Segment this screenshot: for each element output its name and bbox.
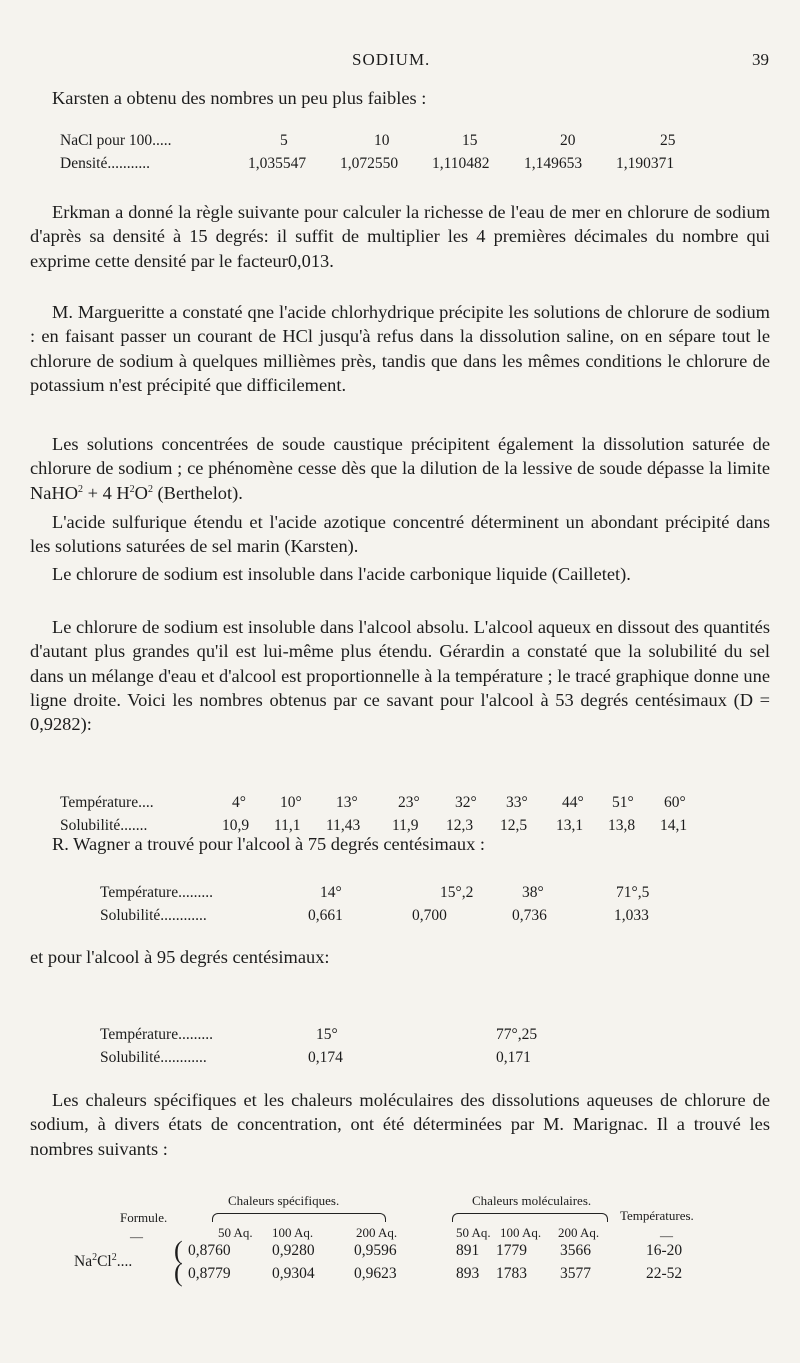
table5-cell: 891: [456, 1242, 480, 1259]
table5-brace-row1: (: [174, 1236, 183, 1265]
table5-cell: 3577: [560, 1265, 591, 1282]
table3-cell: 15°,2: [440, 884, 474, 901]
table1-cell: 20: [560, 132, 576, 149]
table5-sub-spec: 100 Aq.: [272, 1225, 314, 1240]
table5-sub-mol: 100 Aq.: [500, 1225, 542, 1240]
table3-label: Température.........: [100, 884, 213, 901]
paragraph-acide-sulfurique: L'acide sulfurique étendu et l'acide azotique concentré déterminent un abondant précipité dans les solutions saturées de sel marin (Karsten).: [30, 512, 770, 557]
paragraph-acide-carbonique: Le chlorure de sodium est insoluble dans l'acide carbonique liquide (Cailletet).: [52, 564, 631, 584]
table3-cell: 0,700: [412, 907, 447, 924]
paragraph-margueritte: M. Margueritte a constaté qne l'acide chlorhydrique précipite les solutions de chlorure de sodium : en faisant passer un courant de HCl jusqu'à refus dans la dissolution saline, on en sépare tout le chlorure de sodium à quelques millièmes près, tandis que dans les mêmes conditions le chlorure de potassium n'est précipité que difficilement.: [30, 302, 770, 395]
table5-header-formule: Formule.: [120, 1210, 168, 1225]
table5-cell: 893: [456, 1265, 480, 1282]
table5-sub-mol: 200 Aq.: [558, 1225, 600, 1240]
page-number: 39: [752, 50, 769, 69]
table5-cell: 0,8760: [188, 1242, 231, 1259]
table1-cell: 10: [374, 132, 390, 149]
table2-cell: 60°: [664, 794, 686, 811]
table1-cell: 1,190371: [616, 155, 675, 172]
table5-cell: 0,9623: [354, 1265, 397, 1282]
table5-header-chaleurs-moleculaires: Chaleurs moléculaires.: [472, 1193, 592, 1208]
table3-cell: 0,661: [308, 907, 343, 924]
table5-formula: Na$^2$Cl$^2$....: [74, 1251, 133, 1270]
table2-cell: 14,1: [660, 817, 688, 834]
table4-label: Température.........: [100, 1026, 213, 1043]
table2-cell: 51°: [612, 794, 634, 811]
table1-cell: 15: [462, 132, 478, 149]
table1-cell: 25: [660, 132, 676, 149]
table1-label: Densité...........: [60, 155, 150, 172]
running-header: [0, 50, 800, 80]
table5-cell: 0,8779: [188, 1265, 231, 1282]
table2-cell: 13°: [336, 794, 358, 811]
paragraph-erkman: Erkman a donné la règle suivante pour calculer la richesse de l'eau de mer en chlorure de sodium d'après sa densité à 15 degrés: il suffit de multiplier les 4 premières décimales du nombre qui exprime cette densité par le facteur0,013.: [30, 202, 770, 271]
table2-label: Solubilité.......: [60, 817, 148, 834]
table2-cell: 10,9: [222, 817, 250, 834]
table5-cell: 16-20: [646, 1242, 683, 1259]
table5-cell: 0,9304: [272, 1265, 315, 1282]
table5-brace-mol: [452, 1213, 608, 1222]
table2-cell: 10°: [280, 794, 302, 811]
paragraph-wagner: R. Wagner a trouvé pour l'alcool à 75 degrés centésimaux :: [52, 834, 486, 854]
table5-cell: 0,9596: [354, 1242, 397, 1259]
table1-cell: 1,035547: [248, 155, 307, 172]
table5-dash-formule: —: [130, 1229, 143, 1244]
table1-cell: 1,072550: [340, 155, 399, 172]
table2-cell: 32°: [455, 794, 477, 811]
table3-cell: 71°,5: [616, 884, 650, 901]
table3-label: Solubilité............: [100, 907, 207, 924]
table2-cell: 13,1: [556, 817, 584, 834]
running-title: SODIUM.: [352, 50, 431, 69]
table2-cell: 12,3: [446, 817, 474, 834]
table3-cell: 14°: [320, 884, 342, 901]
table4-label: Solubilité............: [100, 1049, 207, 1066]
table4-cell: 77°,25: [496, 1026, 538, 1043]
table5-brace-spec: [212, 1213, 386, 1222]
table1-label: NaCl pour 100.....: [60, 132, 172, 149]
table2-cell: 12,5: [500, 817, 528, 834]
paragraph-karsten: Karsten a obtenu des nombres un peu plus faibles :: [52, 88, 427, 108]
table2-cell: 4°: [232, 794, 246, 811]
paragraph-marignac: Les chaleurs spécifiques et les chaleurs moléculaires des dissolutions aqueuses de chlorure de sodium, à divers états de concentration, ont été déterminées par M. Marignac. Il a trouvé les nombres suivants :: [30, 1090, 770, 1159]
table5-cell: 3566: [560, 1242, 591, 1259]
table5-cell: 0,9280: [272, 1242, 315, 1259]
table3-cell: 0,736: [512, 907, 547, 924]
table5-header-chaleurs-specifiques: Chaleurs spécifiques.: [228, 1193, 340, 1208]
table3-cell: 38°: [522, 884, 544, 901]
table2-cell: 23°: [398, 794, 420, 811]
table4-cell: 0,174: [308, 1049, 343, 1066]
table1-cell: 1,110482: [432, 155, 490, 172]
table2-cell: 13,8: [608, 817, 636, 834]
table5-cell: 1783: [496, 1265, 527, 1282]
table2-cell: 44°: [562, 794, 584, 811]
table1-cell: 5: [280, 132, 288, 149]
paragraph-soude: Les solutions concentrées de soude caustique précipitent également la dissolution saturée de chlorure de sodium ; ce phénomène cesse dès que la dilution de la lessive de soude dépasse la limite NaHO$^2$ + 4 $H^2O^2$ (Berthelot).: [30, 434, 770, 503]
table5-sub-mol: 50 Aq.: [456, 1225, 491, 1240]
table5-brace-row2: (: [174, 1258, 183, 1287]
table5-dash-temperatures: —: [660, 1228, 673, 1243]
table2-cell: 11,43: [326, 817, 361, 834]
table5-sub-spec: 200 Aq.: [356, 1225, 398, 1240]
table5-cell: 22-52: [646, 1265, 683, 1282]
table3-cell: 1,033: [614, 907, 649, 924]
paragraph-alcool-95: et pour l'alcool à 95 degrés centésimaux:: [30, 947, 330, 967]
table5-sub-spec: 50 Aq.: [218, 1225, 253, 1240]
paragraph-alcool: Le chlorure de sodium est insoluble dans l'alcool absolu. L'alcool aqueux en dissout des quantités d'autant plus grandes qu'il est lui-même plus étendu. Gérardin a constaté que la solubilité du sel dans un mélange d'eau et d'alcool est proportionnelle à la température ; le tracé graphique donne une ligne droite. Voici les nombres obtenus par ce savant pour l'alcool à 53 degrés centésimaux (D = 0,9282):: [30, 617, 770, 735]
table2-cell: 33°: [506, 794, 528, 811]
table4-cell: 15°: [316, 1026, 338, 1043]
table5-cell: 1779: [496, 1242, 527, 1259]
table1-cell: 1,149653: [524, 155, 583, 172]
table2-cell: 11,1: [274, 817, 301, 834]
table5-header-temperatures: Températures.: [620, 1208, 694, 1223]
table4-cell: 0,171: [496, 1049, 531, 1066]
table2-cell: 11,9: [392, 817, 419, 834]
table2-label: Température....: [60, 794, 154, 811]
